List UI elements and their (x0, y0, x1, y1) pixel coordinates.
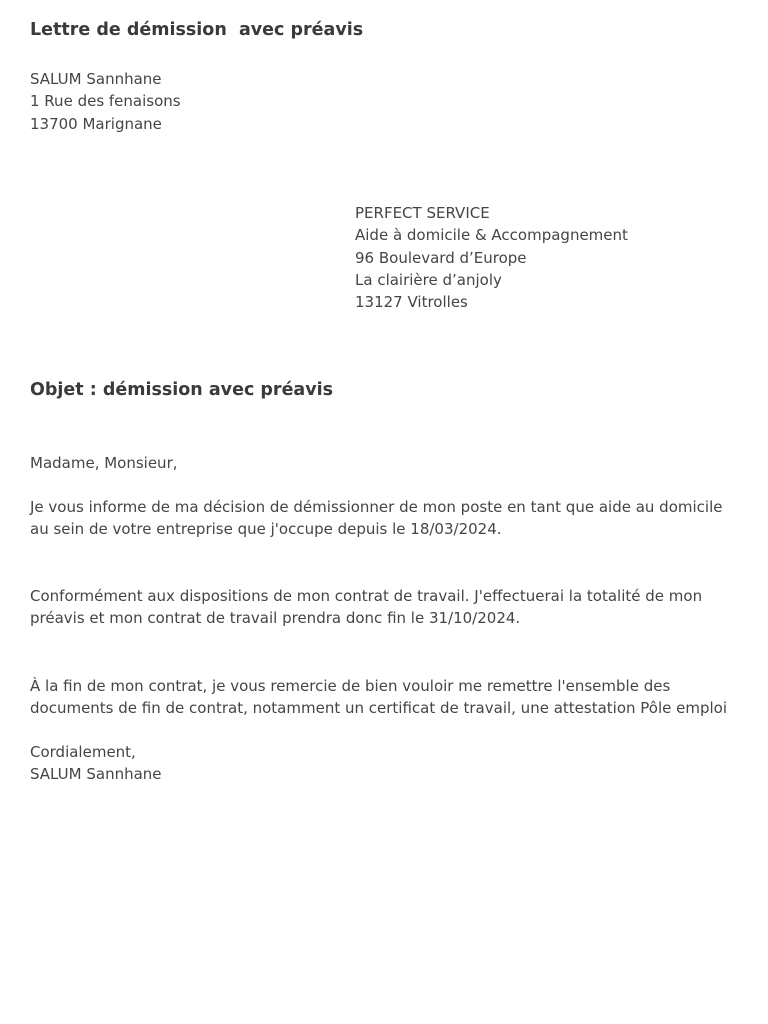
paragraph-line: préavis et mon contrat de travail prendra donc fin le 31/10/2024. (30, 609, 521, 628)
sender-street: 1 Rue des fenaisons (30, 92, 181, 111)
sender-city: 13700 Marignane (30, 114, 162, 133)
paragraph-line: documents de fin de contrat, notamment un certificat de travail, une attestation Pôle emploi (30, 699, 727, 718)
signature-name: SALUM Sannhane (30, 765, 162, 784)
paragraph-documents (30, 675, 727, 720)
paragraph-line: au sein de votre entreprise que j'occupe depuis le 18/03/2024. (30, 520, 502, 539)
letter-subject: Objet : démission avec préavis (30, 380, 334, 400)
paragraph-line: Je vous informe de ma décision de démissionner de mon poste en tant que aide au domicile (30, 498, 723, 516)
salutation-text: Madame, Monsieur, (30, 454, 178, 472)
recipient-locality: La clairière d’anjoly (355, 270, 502, 289)
recipient-city: 13127 Vitrolles (355, 293, 468, 312)
closing-signature (30, 741, 162, 786)
salutation (30, 452, 178, 474)
paragraph-line: Conformément aux dispositions de mon contrat de travail. J'effectuerai la totalité de mon (30, 587, 703, 605)
recipient-street: 96 Boulevard d’Europe (355, 248, 527, 267)
letter-title: Lettre de démission avec préavis (30, 20, 364, 40)
paragraph-line: À la fin de mon contrat, je vous remercie de bien vouloir me remettre l'ensemble des (30, 677, 671, 695)
sender-name: SALUM Sannhane (30, 70, 162, 88)
sender-address (30, 68, 181, 135)
paragraph-notice (30, 585, 702, 630)
recipient-address (355, 202, 628, 313)
paragraph-resignation (30, 496, 722, 541)
recipient-company: PERFECT SERVICE (355, 204, 490, 222)
closing-text: Cordialement, (30, 743, 136, 761)
recipient-activity: Aide à domicile & Accompagnement (355, 226, 628, 245)
